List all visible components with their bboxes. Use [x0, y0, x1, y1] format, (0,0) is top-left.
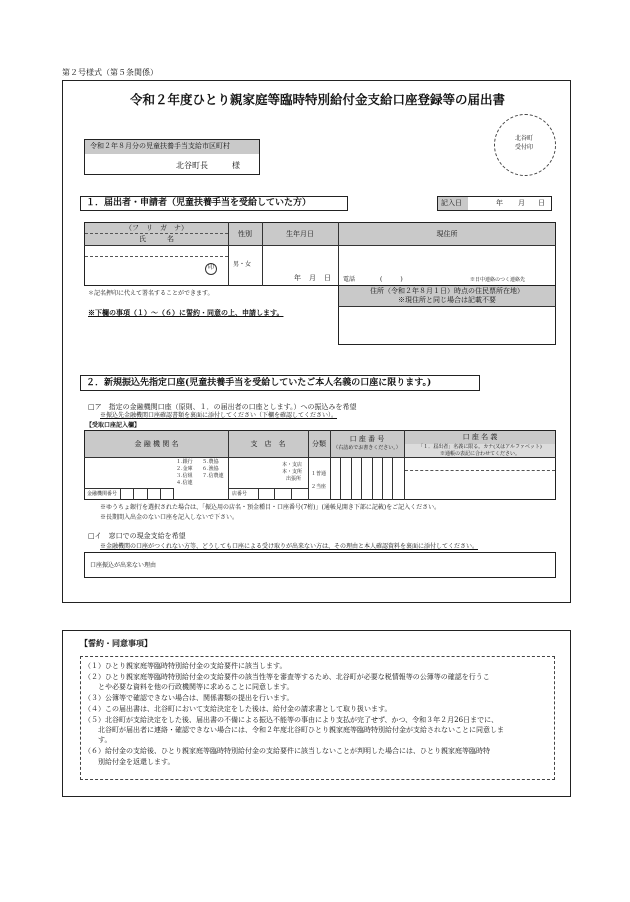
- phone-note: ※日中連絡のつく連絡先: [470, 277, 526, 283]
- bank-type-4[interactable]: ４.信連: [176, 480, 193, 486]
- form-title: 令和２年度ひとり親家庭等臨時特別給付金支給口座登録等の届出書: [130, 92, 506, 107]
- pledge-item-3: （３）公簿等で確認できない場合は、関係書類の提出を行います。: [84, 694, 294, 702]
- pledge-item-2-cont: とや必要な資料を他の行政機関等に求めることに同意します。: [84, 683, 294, 691]
- pledge-heading: 【誓約・同意事項】: [80, 638, 152, 648]
- pledge-item-6: （６）給付金の支給後、ひとり親家庭等臨時特別給付金の支給要件に該当しないことが判明した場合には、ひとり親家庭等臨時特: [84, 747, 490, 755]
- stamp-label-received: 受付印: [514, 144, 533, 151]
- furigana-divider: [85, 233, 228, 234]
- phone-label: 電話: [343, 276, 356, 283]
- bank-type-2[interactable]: ２.金庫: [176, 466, 193, 472]
- phone-paren[interactable]: ( ): [380, 276, 403, 283]
- yucho-note: ※ゆうちょ銀行を選択された場合は、「振込用の店名・預金種目・口座番号(7桁)」(通帳見開き下部に記載)をご記入ください。: [100, 504, 441, 511]
- col-type: 分類: [312, 440, 326, 448]
- bank-code-label: 金融機関番号: [87, 491, 118, 497]
- date-label: 記入日: [441, 199, 462, 207]
- pledge-item-5: （５）北谷町が支給決定をした後、届出書の不備による振込不能等の事由により支払が完了せず、かつ、令和３年２月26日までに、: [84, 716, 499, 724]
- form-number: 第２号様式（第５条関係）: [62, 68, 158, 77]
- dob-unit-month: 月: [309, 274, 316, 282]
- branch-code-boxes[interactable]: [258, 488, 308, 500]
- pledge-statement: ※下欄の事項（１）～（６）に誓約・同意の上、申請します。: [88, 308, 284, 317]
- inactive-account-note: ※長期間入出金のない口座を記入しないで下さい。: [100, 514, 239, 521]
- col-dob: 生年月日: [286, 230, 314, 238]
- option-a[interactable]: □ア 指定の金融機関口座（原則、１．の届出者の口座とします。）への振込みを希望: [88, 403, 357, 411]
- account-number-boxes[interactable]: [330, 458, 404, 500]
- col-gender: 性別: [238, 230, 252, 238]
- pledge-item-2: （２）ひとり親家庭等臨時特別給付金の支給要件の該当性等を審査等するため、北谷町が必要な税情報等の公簿等の確認を行うこ: [84, 673, 490, 681]
- gender-options[interactable]: 男・女: [233, 261, 252, 268]
- holder-note-1: 「１．届出者」名義に限る。カナ(又はアルファベット): [418, 444, 542, 450]
- pledge-item-4: （４）この届出書は、北谷町において支給決定をした後は、給付金の請求書として取り扱います。: [84, 705, 392, 713]
- holder-note-2: ※通帳の表記に合わせてください。: [439, 451, 520, 457]
- date-unit-day: 日: [538, 199, 545, 207]
- account-type-1[interactable]: １普通: [311, 471, 327, 477]
- option-a-note: ※振込先金融機関口座確認書類を裏面に添付してください（下欄を確認してください）。: [100, 412, 338, 419]
- col-account-no-note: （右詰めでお書きください。）: [333, 445, 401, 451]
- bank-type-5[interactable]: ５.農協: [202, 459, 219, 465]
- pledge-item-1: （１）ひとり親家庭等臨時特別給付金の支給要件に該当します。: [84, 662, 287, 670]
- pledge-item-6-cont: 別給付金を返還します。: [84, 758, 175, 766]
- branch-type-1[interactable]: 本・支店: [282, 462, 303, 468]
- bank-type-7[interactable]: ７.信農連: [202, 473, 224, 479]
- col-bank: 金 融 機 関 名: [134, 440, 179, 448]
- col-branch: 支 店 名: [250, 440, 286, 448]
- section1-heading: １．届出者・申請者（児童扶養手当を受給していた方）: [86, 198, 312, 208]
- date-unit-year: 年: [496, 199, 503, 207]
- bank-type-1[interactable]: １.銀行: [176, 459, 193, 465]
- col-name: 氏 名: [139, 235, 174, 243]
- pledge-item-5-cont: 北谷町が届出者に連絡・確認できない場合には、令和２年度北谷町ひとり親家庭等臨時特別給付金が支給されないことに同意しま: [84, 726, 504, 734]
- bank-type-3[interactable]: ３.信組: [176, 473, 193, 479]
- stamp-label-town: 北谷町: [514, 135, 533, 142]
- recipient-honorific: 様: [232, 161, 240, 170]
- bank-type-6[interactable]: ６.漁協: [202, 466, 219, 472]
- dob-unit-day: 日: [324, 274, 331, 282]
- col-furigana: （フ リ ガ ナ）: [125, 224, 188, 232]
- registered-address-divider: [338, 306, 556, 307]
- signature-note: ＊記名押印に代えて署名することができます。: [88, 290, 214, 297]
- registered-address-subheader: ※現住所と同じ場合は記載不要: [398, 296, 496, 304]
- col-holder: 口 座 名 義: [462, 433, 498, 441]
- dob-unit-year: 年: [294, 274, 301, 282]
- account-type-2[interactable]: ２当座: [311, 484, 327, 490]
- branch-type-3[interactable]: 出張所: [286, 476, 302, 482]
- branch-type-2[interactable]: 本・支所: [282, 469, 303, 475]
- col-address: 現住所: [436, 230, 458, 238]
- option-b-note: ※金融機関の口座がつくれない方等、どうしても口座による受け取りが出来ない方は、その理由と本人確認資料を裏面に添付してください。: [100, 543, 479, 550]
- pledge-item-5-cont2: す。: [84, 736, 112, 744]
- col-account-no: 口 座 番 号: [349, 435, 385, 443]
- date-unit-month: 月: [518, 199, 525, 207]
- holder-divider: [405, 470, 555, 471]
- registered-address-header: 住所（令和２年８月１日）時点の住民票所在地）: [370, 287, 524, 295]
- furigana-input-divider[interactable]: [85, 256, 228, 257]
- section2-heading: ２．新規振込先指定口座(児童扶養手当を受給していたご本人名義の口座に限ります。): [86, 378, 432, 388]
- recipient-header: 令和２年８月分の児童扶養手当支給市区町村: [90, 142, 230, 150]
- option-b[interactable]: □イ 窓口での現金支給を希望: [88, 532, 186, 540]
- seal-label: 印: [207, 264, 214, 271]
- receiving-label: 【受取口座記入欄】: [86, 422, 141, 429]
- reason-label: 口座振込が出来ない理由: [90, 562, 157, 569]
- account-header-line: [84, 457, 556, 458]
- branch-code-label: 店番号: [232, 491, 248, 497]
- bank-code-boxes[interactable]: [120, 488, 174, 500]
- recipient-name: 北谷町長: [176, 161, 208, 170]
- header-row-line: [84, 245, 556, 246]
